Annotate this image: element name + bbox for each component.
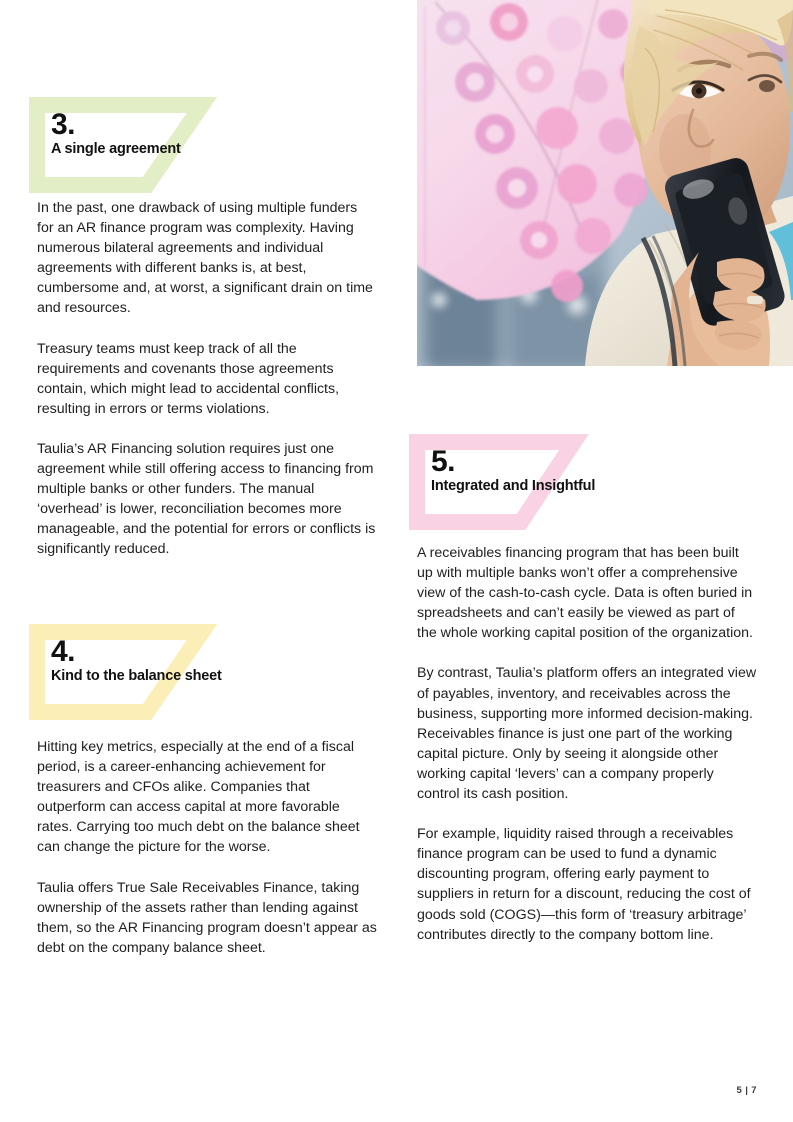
section-number-3: 3. [51,108,76,141]
paragraph: Treasury teams must keep track of all the requirements and covenants those agreements contain, which might lead to accidental conflicts, resulting in errors or terms violations. [37,340,340,417]
section-4-body [37,737,377,958]
paragraph: Taulia offers True Sale Receivables Finance, taking ownership of the assets rather than lending against them, so the AR Financing program doesn’t appear as debt on the company balance sheet. [37,879,377,956]
woman-with-umbrella-and-phone-photo [417,0,793,366]
section-badge-3 [37,105,202,185]
paragraph: By contrast, Taulia’s platform offers an integrated view of payables, inventory, and receivables across the business, supporting more informed decision-making. Receivables finance is just one part of the working capital picture. Only by seeing it alongside other working capital ‘levers’ can a company properly control its cash position. [417,665,757,803]
section-5-body [417,543,757,945]
section-badge-4-text [51,636,222,685]
paragraph: A receivables financing program that has been built up with multiple banks won’t offer a comprehensive view of the cash-to-cash cycle. Data is often buried in spreadsheets and can’t easily be viewed as part of the whole working capital position of the organization. [417,545,753,642]
section-badge-5-text [431,446,595,495]
paragraph: Hitting key metrics, especially at the end of a fiscal period, is a career-enhancing achievement for treasurers and CFOs alike. Companies that outperform can access capital at more favorable rates. Carrying too much debt on the balance sheet can change the picture for the worse. [37,739,360,856]
section-title-5: Integrated and Insightful [431,477,596,494]
section-badge-3-text [51,109,181,158]
paragraph: In the past, one drawback of using multiple funders for an AR finance program was complexity. Having numerous bilateral agreements and individual agreements with different banks is, at best, cumbersome and, at worst, a significant drain on time and resources. [37,200,373,317]
paragraph: Taulia’s AR Financing solution requires just one agreement while still offering access to financing from multiple banks or other funders. The manual ‘overhead’ is lower, reconciliation becomes more manageable, and the potential for errors or conflicts is significantly reduced. [37,440,376,558]
section-badge-4 [37,632,222,712]
section-title-4: Kind to the balance sheet [51,667,222,684]
section-3-body [37,198,377,560]
section-title-3: A single agreement [51,140,181,157]
section-badge-5 [417,442,596,522]
section-number-5: 5. [431,445,456,478]
section-number-4: 4. [51,635,76,668]
page-number-footer: 5 | 7 [736,1085,757,1096]
paragraph: For example, liquidity raised through a receivables finance program can be used to fund a dynamic discounting program, offering early payment to suppliers in return for a discount, reducing the cost of goods sold (COGS)—this form of ‘treasury arbitrage’ contributes directly to the company bottom line. [417,826,751,943]
